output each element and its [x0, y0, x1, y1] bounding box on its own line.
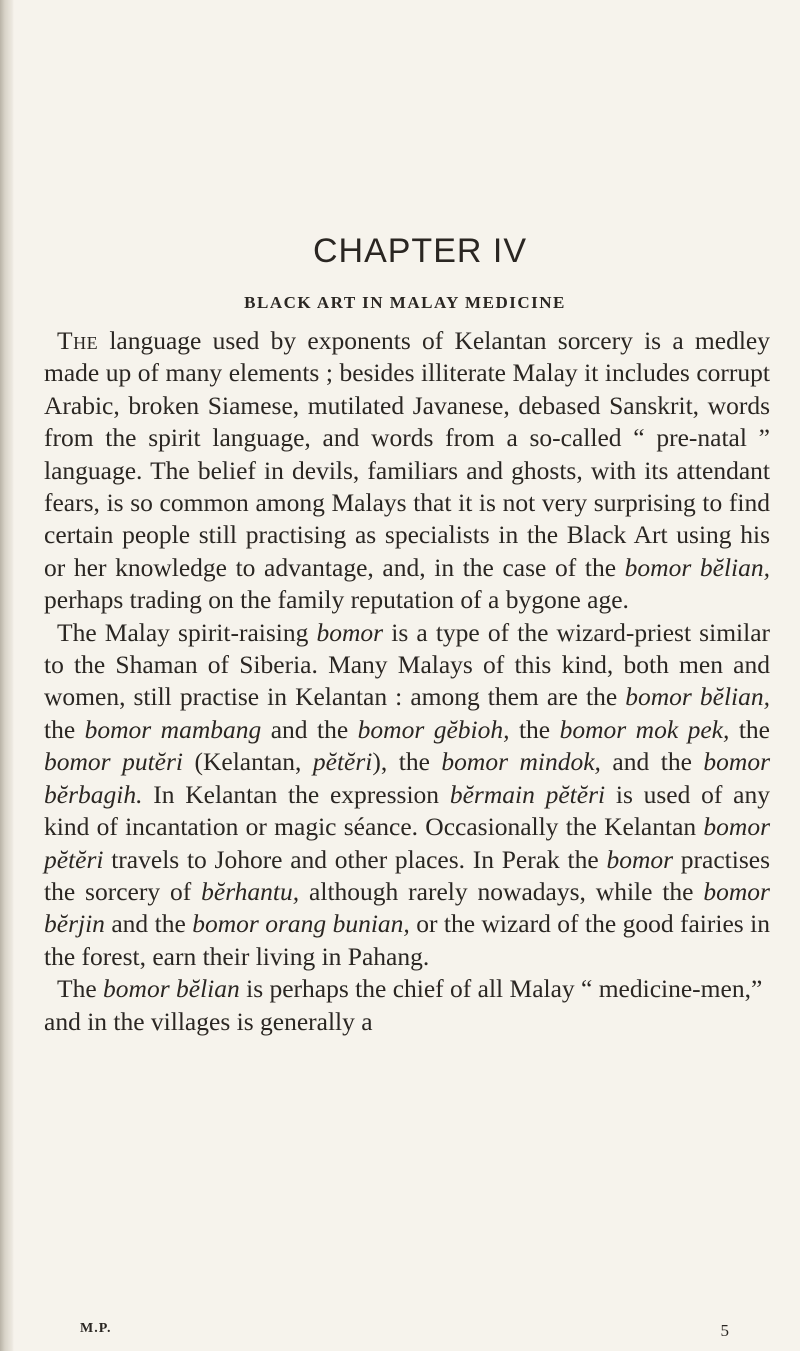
page-body [40, 232, 770, 1038]
italic-term: bomor putĕri [44, 747, 183, 777]
italic-term: bomor orang bunian, [192, 909, 410, 939]
text-run: the [729, 714, 770, 744]
text-run: the [509, 714, 560, 744]
chapter-heading: CHAPTER IV [312, 232, 528, 270]
paragraph [44, 325, 770, 617]
body-text [40, 325, 770, 1038]
page-number: 5 [720, 1321, 730, 1340]
signature-mark: M.P. [80, 1321, 112, 1336]
paragraph [44, 617, 770, 973]
text-run: and the [600, 747, 704, 777]
italic-term: bomor [606, 844, 674, 874]
text-run: perhaps trading on the family reputation of a bygone age. [44, 585, 629, 615]
text-run: practises the sorcery of [44, 844, 771, 906]
italic-term: bĕrhantu, [201, 876, 300, 906]
text-run: or the wizard of the good fairies in the forest, earn their living in Pahang. [44, 909, 770, 971]
italic-term: bomor mok pek, [559, 714, 730, 744]
text-run: is used of any kind of incantation or magic séance. Occasionally the Kelantan [44, 779, 770, 842]
text-run: In Kelantan the expression [142, 779, 450, 809]
paragraph [44, 973, 770, 1038]
opening-word: The [57, 326, 99, 355]
text-run: the [44, 714, 85, 744]
text-run: ), the [372, 747, 442, 777]
text-run: (Kelantan, [183, 747, 313, 777]
italic-term: bomor mambang [84, 714, 262, 744]
italic-term: bomor [316, 617, 384, 647]
text-run: The Malay spirit-raising [57, 617, 317, 647]
text-run: and the [261, 714, 358, 744]
text-run: although rarely nowadays, while the [299, 876, 704, 906]
italic-term: bomor bĕrjin [44, 876, 770, 939]
page-footer [80, 1321, 730, 1341]
text-run: is a type of the wizard-priest similar to the Shaman of Siberia. Many Malays of this kind, both men and women, still practise in Kelantan : among them are the [44, 617, 771, 712]
text-run: The [57, 974, 104, 1004]
italic-term: bomor bĕrbagih. [44, 747, 770, 809]
italic-term: bomor bĕlian [103, 974, 240, 1004]
italic-term: bomor mindok, [441, 747, 601, 777]
text-run: and the [104, 909, 193, 939]
text-run: is perhaps the chief of all Malay “ medicine-men,” and in the villages is generally a [44, 974, 763, 1036]
chapter-subtitle: BLACK ART IN MALAY MEDICINE [244, 293, 566, 312]
italic-term: pĕtĕri [312, 747, 373, 777]
text-run: language used by exponents of Kelantan sorcery is a medley made up of many elements ; besides illiterate Malay it includes corrupt Arabic, broken Siamese, mutilated Javanese, debased Sanskrit, words from the spirit language, and words from a so-called “ pre-natal ” language. The belief in devils, familiars and ghosts, with its attendant fears, is so common among Malays that it is not very surprising to find certain people still practising as specialists in the Black Art using his or her knowledge to advantage, and, in the case of the [44, 326, 770, 582]
book-gutter [0, 0, 14, 1351]
text-run: travels to Johore and other places. In Perak the [103, 844, 607, 874]
italic-term: bomor gĕbioh, [357, 714, 510, 744]
italic-term: bomor bĕlian, [624, 552, 770, 582]
italic-term: bomor bĕlian, [625, 682, 771, 712]
italic-term: bĕrmain pĕtĕri [449, 779, 606, 809]
italic-term: bomor pĕtĕri [44, 812, 770, 874]
